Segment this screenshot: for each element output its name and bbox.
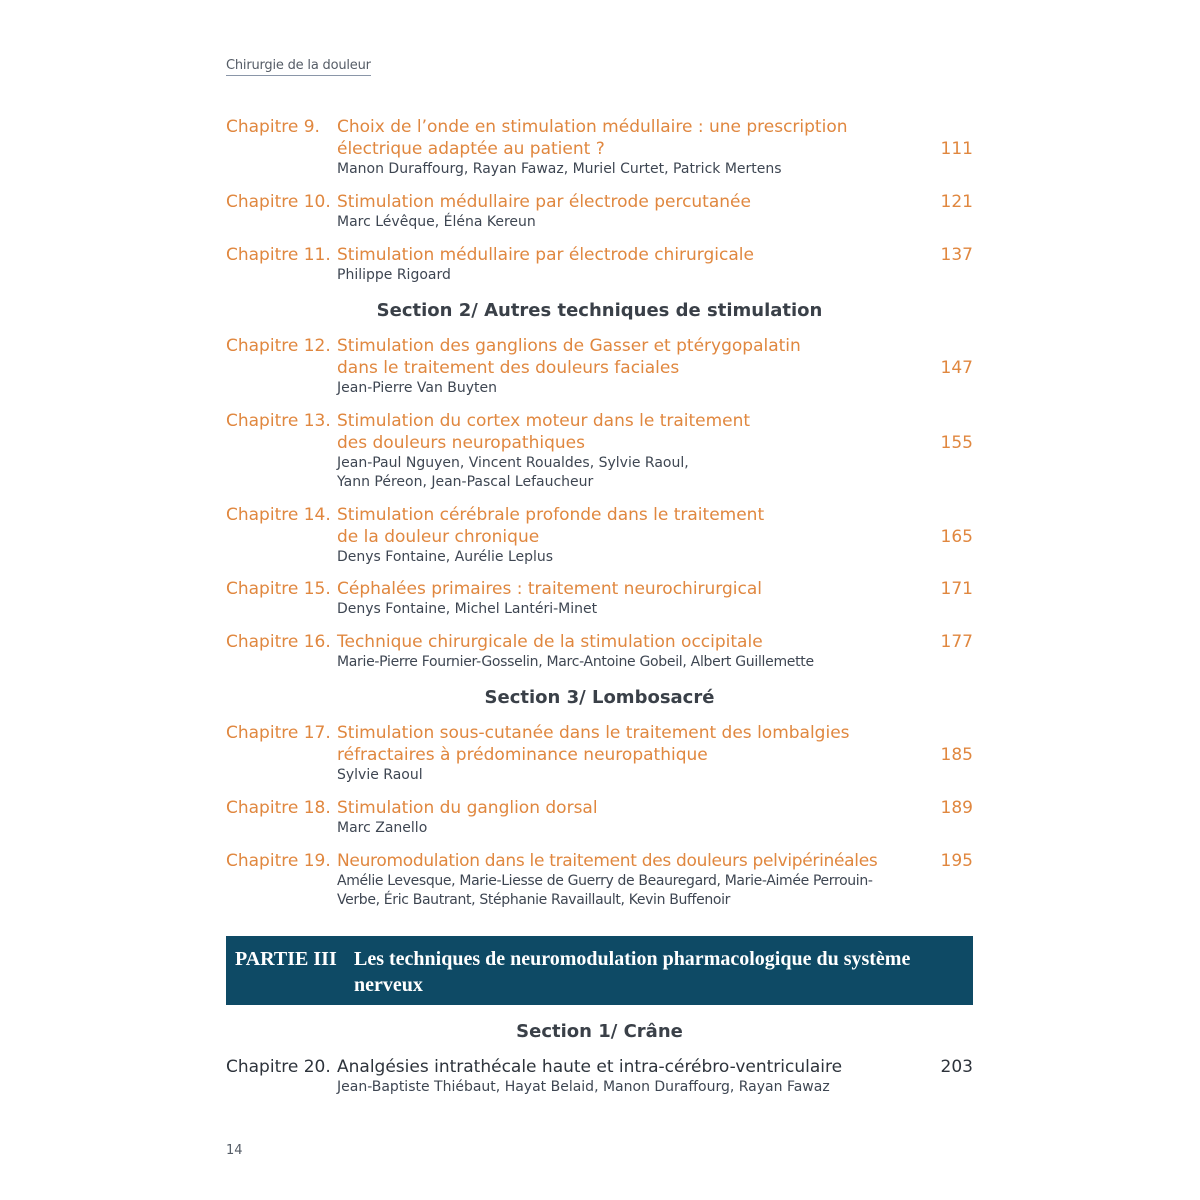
chapter-authors: Marie-Pierre Fournier-Gosselin, Marc-Antoine Gobeil, Albert Guillemette (337, 654, 814, 670)
chapter-page-number: 189 (940, 798, 973, 818)
chapter-page-number: 185 (940, 745, 973, 765)
chapter-title: Stimulation des ganglions de Gasser et ptérygopalatin dans le traitement des douleurs faciales (337, 336, 801, 378)
part-label: PARTIE III (235, 948, 337, 970)
chapter-label: Chapitre 16. (226, 632, 331, 652)
section-heading-1: Section 1/ Crâne (516, 1021, 683, 1042)
chapter-page-number: 147 (940, 358, 973, 378)
chapter-page-number: 171 (940, 579, 973, 599)
chapter-title: Choix de l’onde en stimulation médullaire : une prescription électrique adaptée au patient ? (337, 117, 848, 159)
chapter-title: Stimulation médullaire par électrode chirurgicale (337, 245, 754, 265)
chapter-label: Chapitre 14. (226, 505, 331, 525)
chapter-page-number: 165 (940, 527, 973, 547)
chapter-title: Neuromodulation dans le traitement des douleurs pelvipérinéales (337, 851, 878, 871)
chapter-title: Stimulation médullaire par électrode percutanée (337, 192, 751, 212)
chapter-label: Chapitre 18. (226, 798, 331, 818)
chapter-title: Stimulation du ganglion dorsal (337, 798, 598, 818)
chapter-authors: Marc Zanello (337, 820, 428, 836)
chapter-title: Stimulation du cortex moteur dans le traitement des douleurs neuropathiques (337, 411, 751, 453)
chapter-title: Céphalées primaires : traitement neurochirurgical (337, 579, 762, 599)
chapter-authors: Manon Duraffourg, Rayan Fawaz, Muriel Curtet, Patrick Mertens (337, 161, 782, 177)
chapter-label: Chapitre 13. (226, 411, 331, 431)
chapter-label: Chapitre 15. (226, 579, 331, 599)
chapter-authors: Jean-Pierre Van Buyten (337, 380, 498, 396)
chapter-authors: Denys Fontaine, Michel Lantéri-Minet (337, 601, 598, 617)
page-number: 14 (226, 1143, 243, 1158)
chapter-label: Chapitre 12. (226, 336, 331, 356)
chapter-authors: Jean-Baptiste Thiébaut, Hayat Belaid, Manon Duraffourg, Rayan Fawaz (337, 1079, 830, 1095)
chapter-page-number: 177 (940, 632, 973, 652)
chapter-title: Stimulation sous-cutanée dans le traitement des lombalgies réfractaires à prédominance neuropathique (337, 723, 850, 765)
chapter-label: Chapitre 20. (226, 1057, 331, 1077)
chapter-authors: Amélie Levesque, Marie-Liesse de Guerry de Beauregard, Marie-Aimée Perrouin-Verbe, Éric Bautrant, Stéphanie Ravaillault, Kevin Buffenoir (337, 873, 873, 908)
chapter-page-number: 195 (940, 851, 973, 871)
chapter-page-number: 137 (940, 245, 973, 265)
running-header: Chirurgie de la douleur (226, 58, 371, 76)
chapter-title: Analgésies intrathécale haute et intra-cérébro-ventriculaire (337, 1057, 843, 1077)
section-heading-3: Section 3/ Lombosacré (484, 687, 715, 708)
part-title: Les techniques de neuromodulation pharmacologique du système nerveux (354, 948, 911, 996)
chapter-authors: Denys Fontaine, Aurélie Leplus (337, 549, 554, 565)
chapter-authors: Marc Lévêque, Éléna Kereun (337, 214, 536, 230)
chapter-page-number: 121 (940, 192, 973, 212)
chapter-label: Chapitre 11. (226, 245, 331, 265)
chapter-authors: Sylvie Raoul (337, 767, 423, 783)
chapter-authors: Jean-Paul Nguyen, Vincent Roualdes, Sylvie Raoul, Yann Péreon, Jean-Pascal Lefaucheur (337, 455, 689, 490)
chapter-label: Chapitre 17. (226, 723, 331, 743)
chapter-page-number: 155 (940, 433, 973, 453)
chapter-title: Technique chirurgicale de la stimulation occipitale (337, 632, 763, 652)
chapter-page-number: 111 (940, 139, 973, 159)
chapter-label: Chapitre 9. (226, 117, 320, 137)
chapter-title: Stimulation cérébrale profonde dans le traitement de la douleur chronique (337, 505, 765, 547)
chapter-authors: Philippe Rigoard (337, 267, 451, 283)
part-heading-banner (226, 936, 973, 1005)
section-heading-2: Section 2/ Autres techniques de stimulation (376, 300, 823, 321)
chapter-label: Chapitre 10. (226, 192, 331, 212)
chapter-page-number: 203 (940, 1057, 973, 1077)
chapter-label: Chapitre 19. (226, 851, 331, 871)
